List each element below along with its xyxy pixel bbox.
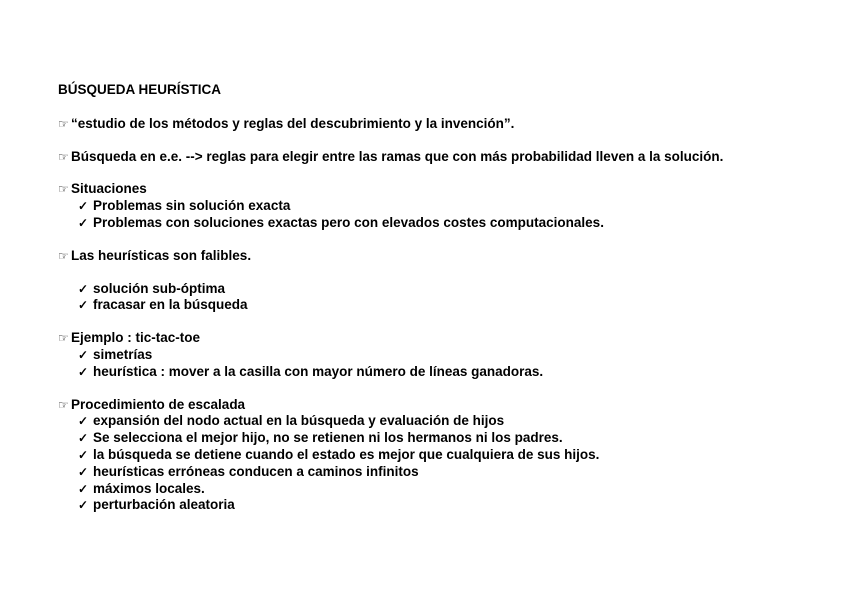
page-title: BÚSQUEDA HEURÍSTICA (58, 82, 222, 97)
checkmark-icon: ✓ (78, 347, 89, 362)
bullet-text: Búsqueda en e.e. --> reglas para elegir entre las ramas que con más probabilidad lleven a la solución. (71, 148, 724, 164)
bullet-text: “estudio de los métodos y reglas del descubrimiento y la invención”. (71, 115, 515, 131)
checkmark-icon: ✓ (78, 414, 89, 429)
bullet-line (58, 330, 838, 347)
list-item (58, 413, 838, 430)
pointing-hand-icon: ☞ (58, 182, 69, 197)
list-item-text: Se selecciona el mejor hijo, no se retienen ni los hermanos ni los padres. (93, 430, 563, 446)
bullet-line (58, 149, 838, 166)
bullet-text: Procedimiento de escalada (71, 396, 246, 412)
checkmark-icon: ✓ (78, 464, 89, 479)
checkmark-icon: ✓ (78, 481, 89, 496)
list-item (58, 347, 838, 364)
list-item (58, 198, 838, 215)
section-situaciones (58, 181, 838, 231)
section-search-space (58, 149, 838, 166)
list-item (58, 447, 838, 464)
bullet-line (58, 397, 838, 414)
bullet-text: Las heurísticas son falibles. (71, 247, 252, 263)
bullet-text: Ejemplo : tic-tac-toe (71, 330, 201, 346)
pointing-hand-icon: ☞ (58, 149, 69, 164)
list-item (58, 464, 838, 481)
list-item-text: heurística : mover a la casilla con mayor número de líneas ganadoras. (93, 363, 544, 379)
bullet-line (58, 116, 838, 133)
bullet-line (58, 248, 838, 265)
list-item (58, 497, 838, 514)
checkmark-icon: ✓ (78, 364, 89, 379)
list-item-text: fracasar en la búsqueda (93, 297, 248, 313)
pointing-hand-icon: ☞ (58, 331, 69, 346)
list-item-text: Problemas con soluciones exactas pero con elevados costes computacionales. (93, 214, 604, 230)
document-page (58, 82, 838, 530)
list-item-text: expansión del nodo actual en la búsqueda y evaluación de hijos (93, 413, 505, 429)
checkmark-icon: ✓ (78, 199, 89, 214)
pointing-hand-icon: ☞ (58, 116, 69, 131)
section-definition (58, 116, 838, 133)
list-item (58, 297, 838, 314)
checkmark-icon: ✓ (78, 281, 89, 296)
bullet-line (58, 181, 838, 198)
list-item-text: heurísticas erróneas conducen a caminos infinitos (93, 463, 419, 479)
section-falibles (58, 248, 838, 314)
list-item-text: perturbación aleatoria (93, 497, 235, 513)
checkmark-icon: ✓ (78, 498, 89, 513)
section-escalada (58, 397, 838, 515)
list-item (58, 364, 838, 381)
list-item (58, 215, 838, 232)
checkmark-icon: ✓ (78, 447, 89, 462)
checkmark-icon: ✓ (78, 215, 89, 230)
list-item (58, 281, 838, 298)
list-item-text: simetrías (93, 346, 153, 362)
pointing-hand-icon: ☞ (58, 397, 69, 412)
checkmark-icon: ✓ (78, 298, 89, 313)
list-item-text: Problemas sin solución exacta (93, 198, 291, 214)
pointing-hand-icon: ☞ (58, 248, 69, 263)
checkmark-icon: ✓ (78, 431, 89, 446)
list-item-text: solución sub-óptima (93, 280, 226, 296)
section-ejemplo (58, 330, 838, 380)
list-item-text: la búsqueda se detiene cuando el estado es mejor que cualquiera de sus hijos. (93, 446, 600, 462)
spacer (58, 265, 838, 281)
bullet-text: Situaciones (71, 181, 147, 197)
list-item (58, 430, 838, 447)
list-item (58, 481, 838, 498)
list-item-text: máximos locales. (93, 480, 205, 496)
